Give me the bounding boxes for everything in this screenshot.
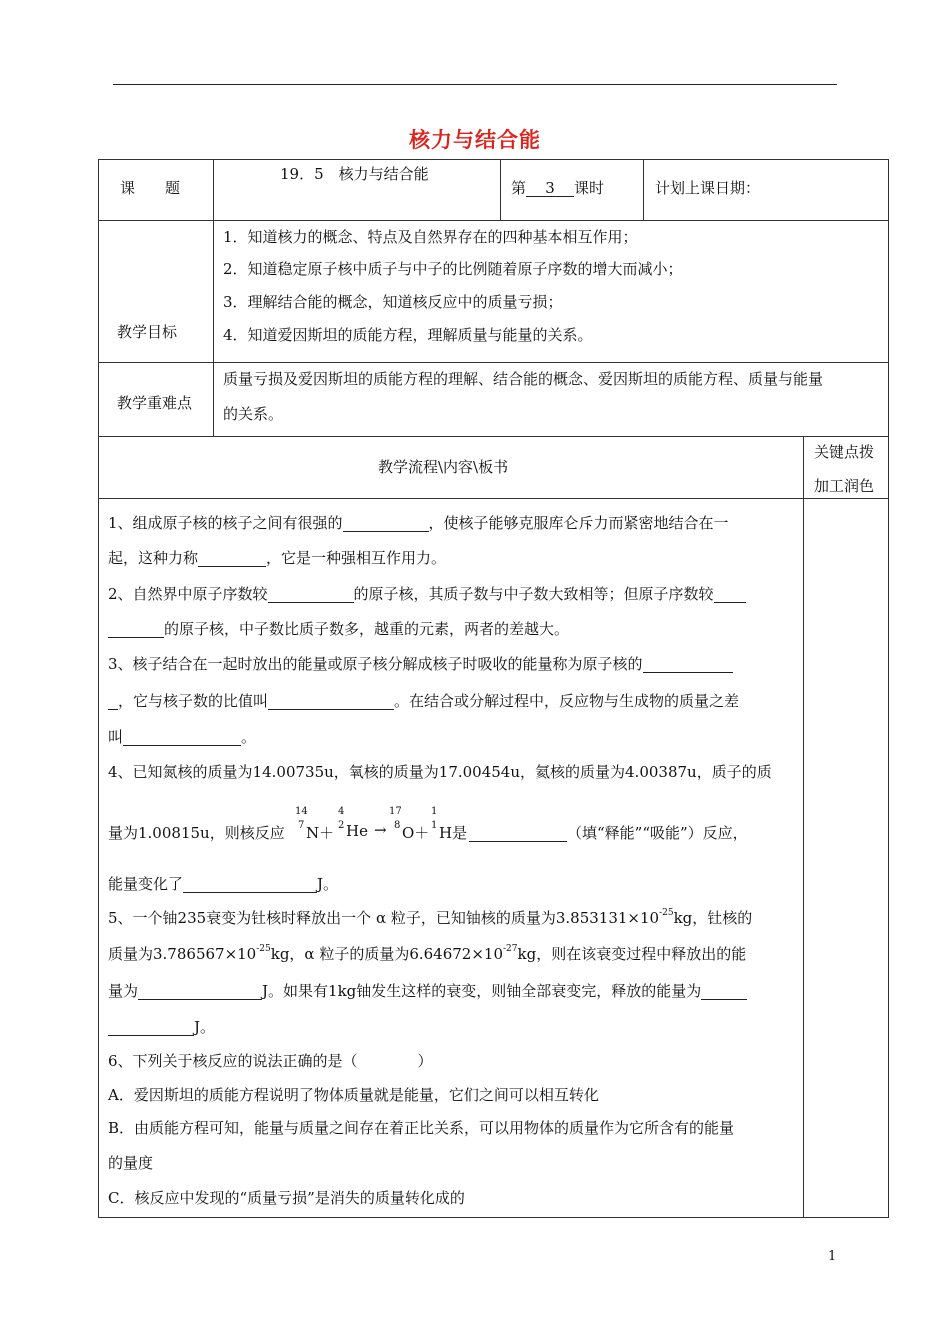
row-divider: [98, 498, 889, 499]
row-divider: [98, 362, 889, 363]
nitrogen-atomic-number: 7: [298, 820, 305, 831]
answer-blank: [268, 586, 354, 603]
planned-date-label: 计划上课日期：: [655, 179, 761, 197]
question-4-tail: （填“释能”“吸能”）反应，: [469, 822, 748, 843]
side-header: 加工润色: [814, 477, 875, 495]
hydrogen-mass-number: 1: [431, 806, 438, 817]
answer-blank: [138, 983, 262, 1000]
page-number: 1: [828, 1249, 837, 1264]
question-2: 2、自然界中原子序数较 的原子核，其质子数与中子数大致相等；但原子序数较: [108, 583, 798, 604]
oxygen-atomic-number: 8: [394, 820, 401, 831]
answer-blank: [123, 729, 241, 746]
option-a: A．爱因斯坦的质能方程说明了物体质量就是能量，它们之间可以相互转化: [108, 1086, 599, 1104]
answer-blank: [343, 515, 429, 532]
question-2-cont: 的原子核，中子数比质子数多，越重的元素，两者的差越大。: [108, 618, 798, 639]
option-c: C．核反应中发现的“质量亏损”是消失的质量转化成的: [108, 1189, 465, 1207]
period-prefix: 第: [511, 179, 527, 197]
question-5-energy: 量为 J。如果有1kg铀发生这样的衰变，则铀全部衰变完，释放的能量为: [108, 980, 798, 1001]
key-points-label: 教学重难点: [117, 394, 193, 412]
answer-blank: [643, 656, 733, 673]
col-divider: [643, 159, 644, 220]
col-divider: [500, 159, 501, 220]
lesson-name: 19．5 核力与结合能: [280, 165, 429, 183]
answer-blank: [108, 621, 164, 638]
question-3-end: 叫 。: [108, 728, 257, 746]
header-rule: [113, 84, 837, 85]
hydrogen-atomic-number: 1: [431, 820, 438, 831]
oxygen-symbol: O＋: [402, 824, 430, 842]
side-header: 关键点拨: [814, 443, 875, 461]
process-header: 教学流程\内容\板书: [378, 458, 509, 476]
answer-blank: [714, 586, 746, 603]
question-1-cont: 起，这种力称 ，它是一种强相互作用力。: [108, 549, 447, 567]
reaction-arrow: →: [374, 821, 387, 839]
question-4-energy: 能量变化了 J。: [108, 875, 339, 893]
helium-mass-number: 4: [338, 806, 345, 817]
answer-blank: [108, 1019, 194, 1036]
answer-blank: [183, 876, 317, 893]
key-points-text: 质量亏损及爱因斯坦的质能方程的理解、结合能的概念、爱因斯坦的质能方程、质量与能量: [223, 370, 824, 388]
objective-item: 1．知道核力的概念、特点及自然界存在的四种基本相互作用；: [223, 228, 638, 246]
helium-symbol: He: [346, 822, 368, 840]
question-6: 6、下列关于核反应的说法正确的是（ ）: [108, 1052, 433, 1070]
period-value: 3: [526, 180, 574, 197]
question-5-cont: 质量为$3.786567\times 10^{-25}kg$，α 粒子的质量为$6.64672\times 10^{-27}kg$，则在该衰变过程中释放出的能: [108, 944, 747, 963]
objective-item: 4．知道爱因斯坦的质能方程，理解质量与能量的关系。: [223, 326, 593, 344]
col-divider: [213, 159, 214, 436]
answer-blank: [469, 825, 567, 842]
question-1: 1、组成原子核的核子之间有很强的 ，使核子能够克服库仑斥力而紧密地结合在一: [108, 514, 729, 532]
question-3-cont: ，它与核子数的比值叫 。在结合或分解过程中，反应物与生成物的质量之差: [108, 690, 798, 711]
nitrogen-symbol: N＋: [306, 824, 335, 842]
period-suffix: 课时: [574, 179, 605, 197]
question-5: 5、一个铀235衰变为钍核时释放出一个 α 粒子，已知铀核的质量为$3.853131\times 10^{-25}kg$，钍核的: [108, 908, 753, 927]
answer-blank: [701, 983, 747, 1000]
helium-atomic-number: 2: [338, 820, 345, 831]
answer-blank: [198, 550, 266, 567]
period-field: [511, 177, 604, 198]
row-divider: [98, 436, 889, 437]
row-divider: [98, 220, 889, 221]
col-divider: [803, 436, 804, 1218]
subject-label: 课 题: [120, 179, 181, 197]
question-5-end: J。: [108, 1016, 798, 1037]
question-4-reaction: 量为1.00815u，则核反应: [108, 824, 285, 842]
option-b-cont: 的量度: [108, 1154, 154, 1172]
oxygen-mass-number: 17: [389, 806, 402, 817]
hydrogen-symbol: H是: [439, 824, 468, 842]
question-3: 3、核子结合在一起时放出的能量或原子核分解成核子时吸收的能量称为原子核的: [108, 653, 798, 674]
answer-blank: [268, 693, 394, 710]
key-points-text: 的关系。: [223, 405, 284, 423]
objective-item: 3．理解结合能的概念，知道核反应中的质量亏损；: [223, 293, 563, 311]
nitrogen-mass-number: 14: [295, 806, 308, 817]
objective-item: 2．知道稳定原子核中质子与中子的比例随着原子序数的增大而减小；: [223, 260, 683, 278]
objectives-label: 教学目标: [117, 323, 178, 341]
question-4: 4、已知氮核的质量为14.00735u，氧核的质量为17.00454u，氦核的质量为4.00387u，质子的质: [108, 763, 772, 781]
page-title: 核力与结合能: [409, 127, 541, 152]
option-b: B．由质能方程可知，能量与质量之间存在着正比关系，可以用物体的质量作为它所含有的能量: [108, 1119, 735, 1137]
answer-blank: [108, 693, 118, 710]
